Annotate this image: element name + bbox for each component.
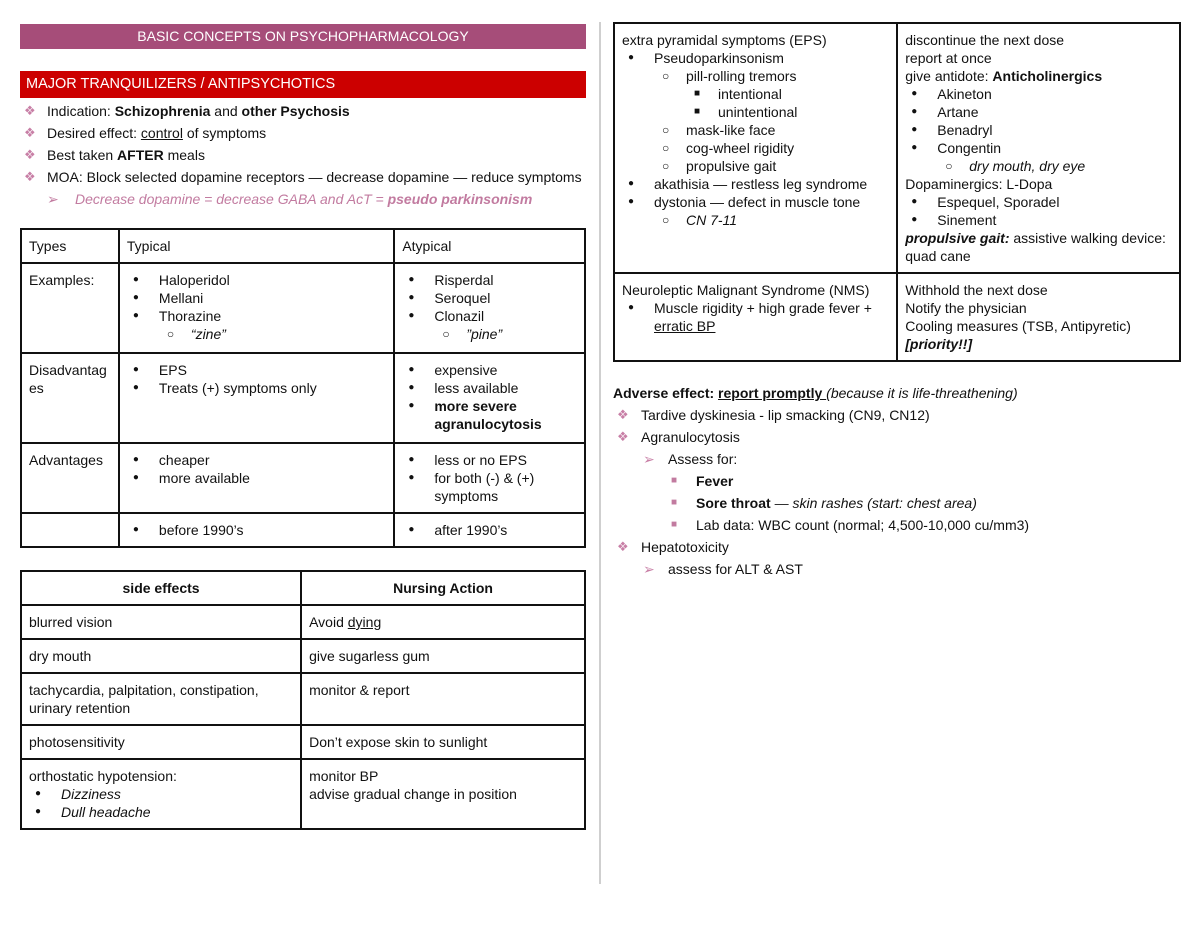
adverse-effects <box>613 382 1181 580</box>
row-label: Advantages <box>21 443 119 513</box>
list-item: ● Dull headache <box>29 803 293 821</box>
action-cell: give sugarless gum <box>301 639 585 673</box>
list-item: ● before 1990’s <box>127 521 386 539</box>
list-item: ■ Fever <box>613 470 1181 492</box>
action-cell: Don’t expose skin to sunlight <box>301 725 585 759</box>
list-item: ● less or no EPS <box>402 451 577 469</box>
arrow-bullet-icon: ➢ <box>47 191 59 207</box>
table-row <box>21 639 585 673</box>
list-item: ● for both (-) & (+) symptoms <box>402 469 577 505</box>
atypical-disadv-cell <box>394 353 585 443</box>
list-item: ● dystonia — defect in muscle tone ○ CN 7-11 <box>622 193 889 229</box>
list-item: ● after 1990’s <box>402 521 577 539</box>
left-column <box>20 24 586 830</box>
section-heading: MAJOR TRANQUILIZERS / ANTIPSYCHOTICS <box>20 71 586 98</box>
table-row <box>614 23 1180 273</box>
list-item: ● Dizziness <box>29 785 293 803</box>
action-cell: monitor BP advise gradual change in position <box>301 759 585 829</box>
eps-cell: extra pyramidal symptoms (EPS) ● Pseudoparkinsonism ○ pill-rolling tremors ■ intentional ■ unintentional ○ mask-like face ○ cog-wheel rigidity ○ propulsive gait ● akathisia — restless leg syndrome ● dystonia — defect in muscle tone ○ CN 7-11 <box>614 23 897 273</box>
effect-cell: orthostatic hypotension: ● Dizziness ● Dull headache <box>21 759 301 829</box>
list-item: ○ mask-like face <box>654 121 889 139</box>
list-item: ● Pseudoparkinsonism ○ pill-rolling tremors ■ intentional ■ unintentional ○ mask-like face ○ cog-wheel rigidity ○ propulsive gait <box>622 49 889 175</box>
list-item: ■ unintentional <box>686 103 889 121</box>
effect-cell: blurred vision <box>21 605 301 639</box>
header-cell: Atypical <box>394 229 585 263</box>
column-divider <box>599 22 601 884</box>
list-item: ● Congentin ○ dry mouth, dry eye <box>905 139 1172 175</box>
table-row <box>21 725 585 759</box>
typical-examples-cell <box>119 263 394 353</box>
list-item: ○ propulsive gait <box>654 157 889 175</box>
list-item: ● akathisia — restless leg syndrome <box>622 175 889 193</box>
list-item: ● cheaper <box>127 451 386 469</box>
list-item: ● Seroquel <box>402 289 577 307</box>
list-item: ● more available <box>127 469 386 487</box>
square-bullet-icon: ■ <box>671 519 678 530</box>
right-column <box>613 22 1181 580</box>
list-item: ■ Lab data: WBC count (normal; 4,500-10,000 cu/mm3) <box>613 514 1181 536</box>
list-item: ● Mellani <box>127 289 386 307</box>
table-row <box>21 759 585 829</box>
list-item: ■ Sore throat — skin rashes (start: chest area) <box>613 492 1181 514</box>
diamond-bullet-icon: ❖ <box>617 429 629 444</box>
typical-adv-cell <box>119 443 394 513</box>
nms-cell: Neuroleptic Malignant Syndrome (NMS) ● Muscle rigidity + high grade fever + erratic BP <box>614 273 897 361</box>
effect-cell: photosensitivity <box>21 725 301 759</box>
list-item: ● Haloperidol <box>127 271 386 289</box>
eps-table <box>613 22 1181 362</box>
eps-action-cell: discontinue the next dose report at once give antidote: Anticholinergics ● Akineton ● Artane ● Benadryl ● Congentin ○ dry mouth, dry eye Dopaminergics: L-Dopa ● Espequel, Sporadel ● Sinement propulsive gait: assistive walking device: quad cane <box>897 23 1180 273</box>
atypical-adv-cell <box>394 443 585 513</box>
nms-action-cell: Withhold the next dose Notify the physician Cooling measures (TSB, Antipyretic) [priority!!] <box>897 273 1180 361</box>
table-row <box>21 513 585 547</box>
diamond-bullet-icon: ❖ <box>617 539 629 554</box>
table-row <box>614 273 1180 361</box>
diamond-bullet-icon: ❖ <box>24 147 36 162</box>
adverse-heading: Adverse effect: report promptly (because it is life-threathening) <box>613 385 1018 401</box>
list-item: ➢ assess for ALT & AST <box>613 558 1181 580</box>
diamond-bullet-icon: ❖ <box>24 169 36 184</box>
arrow-bullet-icon: ➢ <box>643 561 655 577</box>
list-item: ● Sinement <box>905 211 1172 229</box>
side-effects-table <box>20 570 586 830</box>
list-item: ○ CN 7-11 <box>654 211 889 229</box>
table-row <box>21 229 585 263</box>
atypical-era-cell <box>394 513 585 547</box>
header-cell: Typical <box>119 229 394 263</box>
list-item: ➢ Assess for: <box>613 448 1181 470</box>
list-item: ❖ Agranulocytosis <box>613 426 1181 448</box>
list-item: ● Clonazil ○ ”pine” <box>402 307 577 343</box>
list-item: ● Espequel, Sporadel <box>905 193 1172 211</box>
list-item: ● less available <box>402 379 577 397</box>
atypical-examples-cell <box>394 263 585 353</box>
list-item: ■ intentional <box>686 85 889 103</box>
square-bullet-icon: ■ <box>671 475 678 486</box>
list-item: ● expensive <box>402 361 577 379</box>
row-label: Disadvantages <box>21 353 119 443</box>
desired-effect-item: ❖ Desired effect: control of symptoms <box>24 125 267 141</box>
arrow-bullet-icon: ➢ <box>643 451 655 467</box>
list-item: ● Akineton <box>905 85 1172 103</box>
diamond-bullet-icon: ❖ <box>24 125 36 140</box>
list-item: ● Benadryl <box>905 121 1172 139</box>
list-item: ○ pill-rolling tremors ■ intentional ■ unintentional <box>654 67 889 121</box>
table-row <box>21 353 585 443</box>
row-label: Examples: <box>21 263 119 353</box>
list-item: ● more severe agranulocytosis <box>402 397 577 433</box>
action-cell: monitor & report <box>301 673 585 725</box>
header-cell: Types <box>21 229 119 263</box>
dopamine-note: ➢ Decrease dopamine = decrease GABA and AcT = pseudo parkinsonism <box>47 191 533 207</box>
list-item: ● Thorazine ○ “zine” <box>127 307 386 343</box>
list-item: ● Muscle rigidity + high grade fever + erratic BP <box>622 299 889 335</box>
header-cell: side effects <box>21 571 301 605</box>
header-cell: Nursing Action <box>301 571 585 605</box>
effect-cell: dry mouth <box>21 639 301 673</box>
indication-item: ❖ Indication: Schizophrenia and other Psychosis <box>24 103 350 119</box>
row-label <box>21 513 119 547</box>
list-item: ● Artane <box>905 103 1172 121</box>
table-row <box>21 605 585 639</box>
moa-item: ❖ MOA: Block selected dopamine receptors — decrease dopamine — reduce symptoms <box>24 169 582 185</box>
table-row <box>21 263 585 353</box>
list-item: ○ “zine” <box>159 325 386 343</box>
list-item: ● Risperdal <box>402 271 577 289</box>
list-item: ❖ Hepatotoxicity <box>613 536 1181 558</box>
list-item: ○ dry mouth, dry eye <box>937 157 1172 175</box>
taken-item: ❖ Best taken AFTER meals <box>24 147 205 163</box>
typical-disadv-cell <box>119 353 394 443</box>
list-item: ○ ”pine” <box>434 325 577 343</box>
table-row <box>21 673 585 725</box>
table-row <box>21 571 585 605</box>
action-cell: Avoid dying <box>301 605 585 639</box>
document-title: BASIC CONCEPTS ON PSYCHOPHARMACOLOGY <box>20 24 586 49</box>
diamond-bullet-icon: ❖ <box>24 103 36 118</box>
list-item: ● Treats (+) symptoms only <box>127 379 386 397</box>
list-item: ❖ Tardive dyskinesia - lip smacking (CN9, CN12) <box>613 404 1181 426</box>
intro-list <box>20 102 586 186</box>
diamond-bullet-icon: ❖ <box>617 407 629 422</box>
types-table <box>20 228 586 548</box>
list-item: ● EPS <box>127 361 386 379</box>
table-row <box>21 443 585 513</box>
square-bullet-icon: ■ <box>671 497 678 508</box>
list-item: ○ cog-wheel rigidity <box>654 139 889 157</box>
typical-era-cell <box>119 513 394 547</box>
effect-cell: tachycardia, palpitation, constipation, urinary retention <box>21 673 301 725</box>
